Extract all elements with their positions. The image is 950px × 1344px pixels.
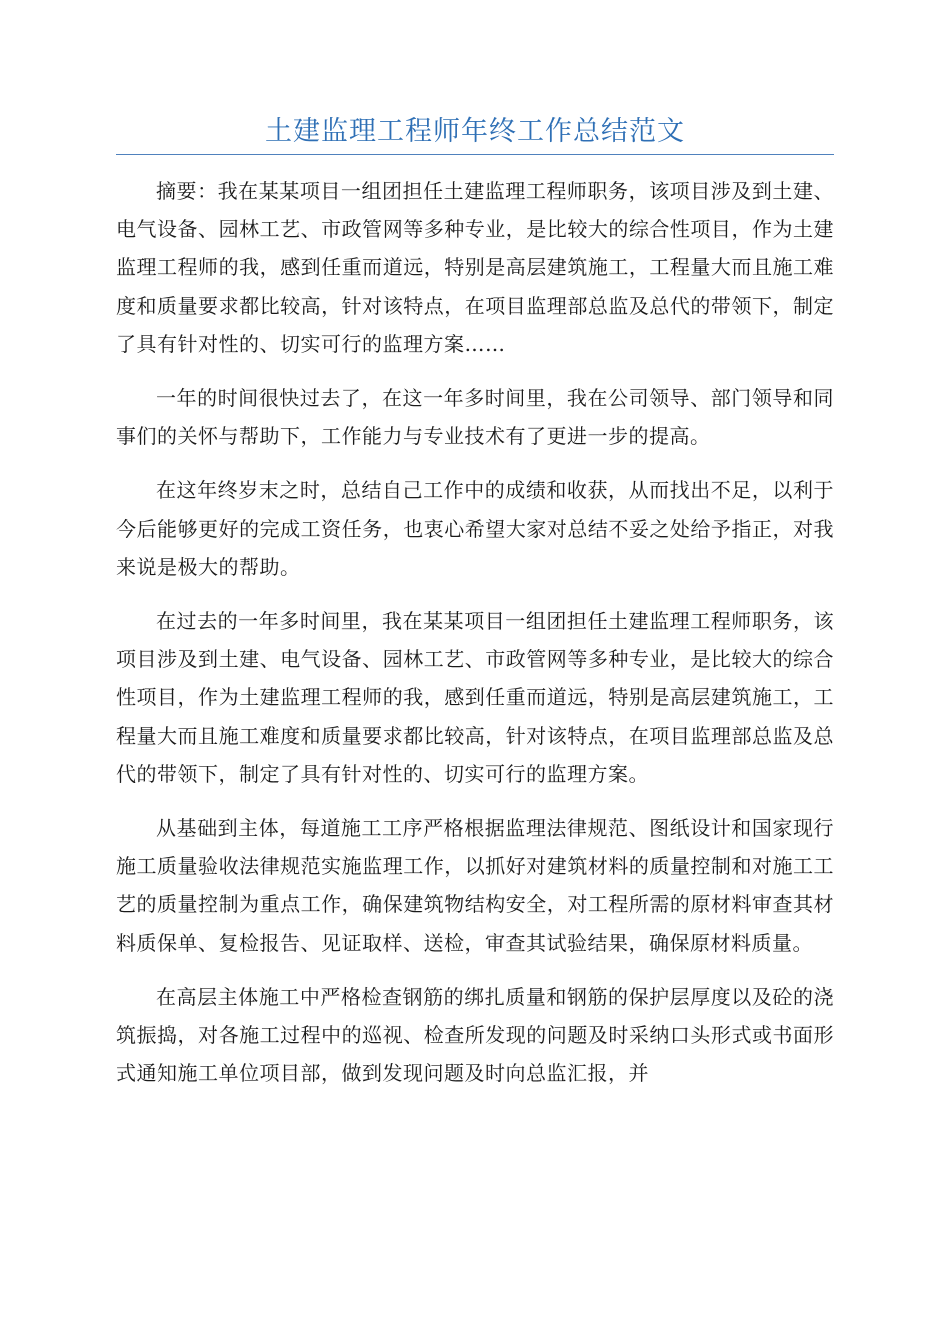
paragraph: 从基础到主体，每道施工工序严格根据监理法律规范、图纸设计和国家现行施工质量验收法律规范实施监理工作，以抓好对建筑材料的质量控制和对施工工艺的质量控制为重点工作，确保建筑物结构安全，对工程所需的原材料审查其材料质保单、复检报告、见证取样、送检，审查其试验结果，确保原材料质量。 (116, 816, 834, 955)
document-title: 土建监理工程师年终工作总结范文 (265, 116, 685, 147)
paragraph: 在这年终岁末之时，总结自己工作中的成绩和收获，从而找出不足，以利于今后能够更好的完成工资任务，也衷心希望大家对总结不妥之处给予指正，对我来说是极大的帮助。 (116, 478, 834, 579)
document-body (116, 172, 834, 1108)
paragraph: 在高层主体施工中严格检查钢筋的绑扎质量和钢筋的保护层厚度以及砼的浇筑振捣，对各施工过程中的巡视、检查所发现的问题及时采纳口头形式或书面形式通知施工单位项目部，做到发现问题及时向总监汇报，并 (116, 984, 834, 1086)
paragraph: 一年的时间很快过去了，在这一年多时间里，我在公司领导、部门领导和同事们的关怀与帮助下，工作能力与专业技术有了更进一步的提高。 (116, 386, 834, 449)
paragraph: 在过去的一年多时间里，我在某某项目一组团担任土建监理工程师职务，该项目涉及到土建、电气设备、园林工艺、市政管网等多种专业，是比较大的综合性项目，作为土建监理工程师的我，感到任重而道远，特别是高层建筑施工，工程量大而且施工难度和质量要求都比较高，针对该特点，在项目监理部总监及总代的带领下，制定了具有针对性的、切实可行的监理方案。 (116, 609, 834, 786)
title-underline (116, 154, 834, 155)
paragraph-abstract: 摘要：我在某某项目一组团担任土建监理工程师职务，该项目涉及到土建、电气设备、园林工艺、市政管网等多种专业，是比较大的综合性项目，作为土建监理工程师的我，感到任重而道远，特别是高层建筑施工，工程量大而且施工难度和质量要求都比较高，针对该特点，在项目监理部总监及总代的带领下，制定了具有针对性的、切实可行的监理方案…… (116, 179, 834, 356)
